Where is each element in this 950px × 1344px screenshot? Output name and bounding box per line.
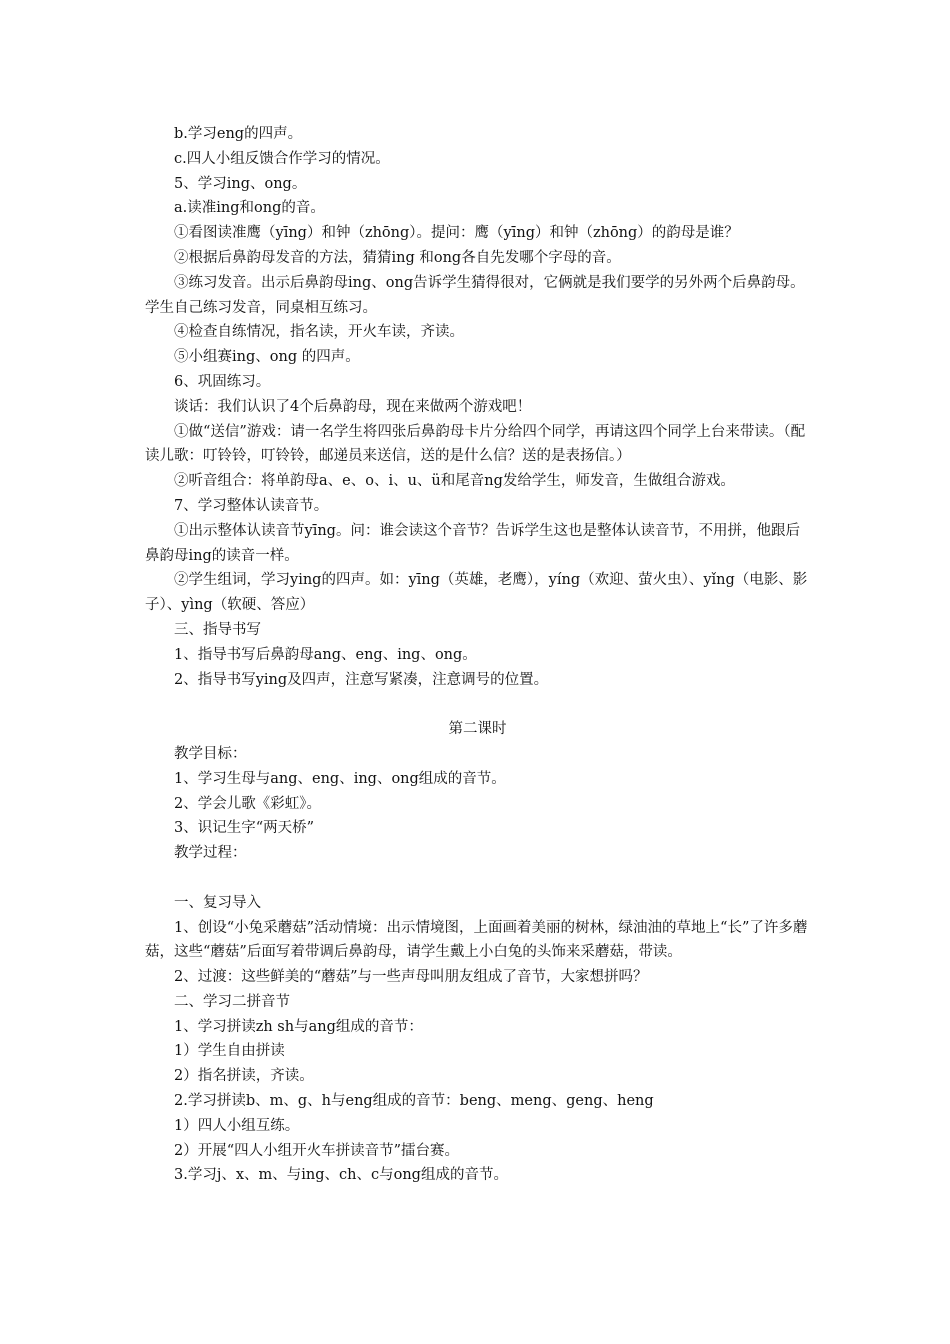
paragraph: 一、复习导入 — [174, 894, 261, 911]
paragraph: a.读准ing和ong的音。 — [174, 200, 325, 217]
paragraph: 6、巩固练习。 — [174, 373, 271, 390]
paragraph: c.四人小组反馈合作学习的情况。 — [174, 150, 390, 167]
paragraph: ①做“送信”游戏：请一名学生将四张后鼻韵母卡片分给四个同学，再请这四个同学上台来带读。（配读儿歌：叮铃铃，叮铃铃，邮递员来送信，送的是什么信？送的是表扬信。） — [145, 423, 806, 465]
paragraph: 2、学会儿歌《彩虹》。 — [174, 795, 321, 812]
paragraph: 2）开展“四人小组开火车拼读音节”擂台赛。 — [174, 1142, 460, 1159]
paragraph: ④检查自练情况，指名读，开火车读，齐读。 — [174, 324, 464, 341]
paragraph: 1、创设“小兔采蘑菇”活动情境：出示情境图，上面画着美丽的树林，绿油油的草地上“长”了许多蘑菇，这些“蘑菇”后面写着带调后鼻韵母，请学生戴上小白兔的头饰来采蘑菇，带读。 — [145, 919, 808, 961]
paragraph: 5、学习ing、ong。 — [174, 175, 307, 192]
paragraph: 三、指导书写 — [174, 621, 261, 638]
paragraph: ⑤小组赛ing、ong 的四声。 — [174, 349, 360, 366]
lesson-one-continued — [145, 122, 810, 692]
paragraph: 1）四人小组互练。 — [174, 1117, 300, 1134]
paragraph: 2、过渡：这些鲜美的“蘑菇”与一些声母叫朋友组成了音节，大家想拼吗？ — [174, 969, 648, 986]
paragraph: 教学目标： — [174, 745, 247, 762]
paragraph: 二、学习二拼音节 — [174, 993, 290, 1010]
paragraph: 3.学习j、x、m、与ing、ch、c与ong组成的音节。 — [174, 1167, 508, 1184]
paragraph: 1、指导书写后鼻韵母ang、eng、ing、ong。 — [174, 646, 477, 663]
paragraph: 3、识记生字“两天桥” — [174, 820, 315, 837]
paragraph: b.学习eng的四声。 — [174, 126, 303, 142]
paragraph: ①看图读准鹰（yīng）和钟（zhōng）。提问：鹰（yīng）和钟（zhōng）的韵母是谁？ — [174, 225, 739, 242]
lesson-two-process — [145, 891, 810, 1189]
paragraph: 1、学习生母与ang、eng、ing、ong组成的音节。 — [174, 770, 506, 787]
paragraph: 1、学习拼读zh sh与ang组成的音节： — [174, 1018, 423, 1035]
blank-line — [145, 866, 810, 891]
paragraph: 1）学生自由拼读 — [174, 1043, 285, 1060]
paragraph: 2、指导书写ying及四声，注意写紧凑，注意调号的位置。 — [174, 671, 549, 688]
paragraph: 2.学习拼读b、m、g、h与eng组成的音节：beng、meng、geng、heng — [174, 1093, 654, 1110]
lesson-two-goals — [145, 742, 810, 866]
section-title: 第二课时 — [448, 721, 507, 738]
paragraph: 谈话：我们认识了4个后鼻韵母，现在来做两个游戏吧！ — [174, 398, 532, 415]
document-body — [145, 122, 810, 1188]
paragraph: ②学生组词，学习ying的四声。如：yīng（英雄，老鹰），yíng（欢迎、萤火虫）、yǐng（电影、影子）、yìng（软硬、答应） — [145, 572, 808, 614]
paragraph: ②根据后鼻韵母发音的方法，猜猜ing 和ong各自先发哪个字母的音。 — [174, 249, 621, 266]
paragraph: ②听音组合：将单韵母a、e、o、i、u、ü和尾音ng发给学生，师发音，生做组合游戏。 — [174, 473, 735, 490]
paragraph: 2）指名拼读，齐读。 — [174, 1068, 314, 1085]
paragraph: ①出示整体认读音节yīng。问：谁会读这个音节？告诉学生这也是整体认读音节，不用拼，他跟后鼻韵母ing的读音一样。 — [145, 522, 800, 564]
paragraph: 教学过程： — [174, 845, 247, 862]
paragraph: 7、学习整体认读音节。 — [174, 497, 329, 514]
paragraph: ③练习发音。出示后鼻韵母ing、ong告诉学生猜得很对，它俩就是我们要学的另外两个后鼻韵母。学生自己练习发音，同桌相互练习。 — [145, 274, 805, 316]
